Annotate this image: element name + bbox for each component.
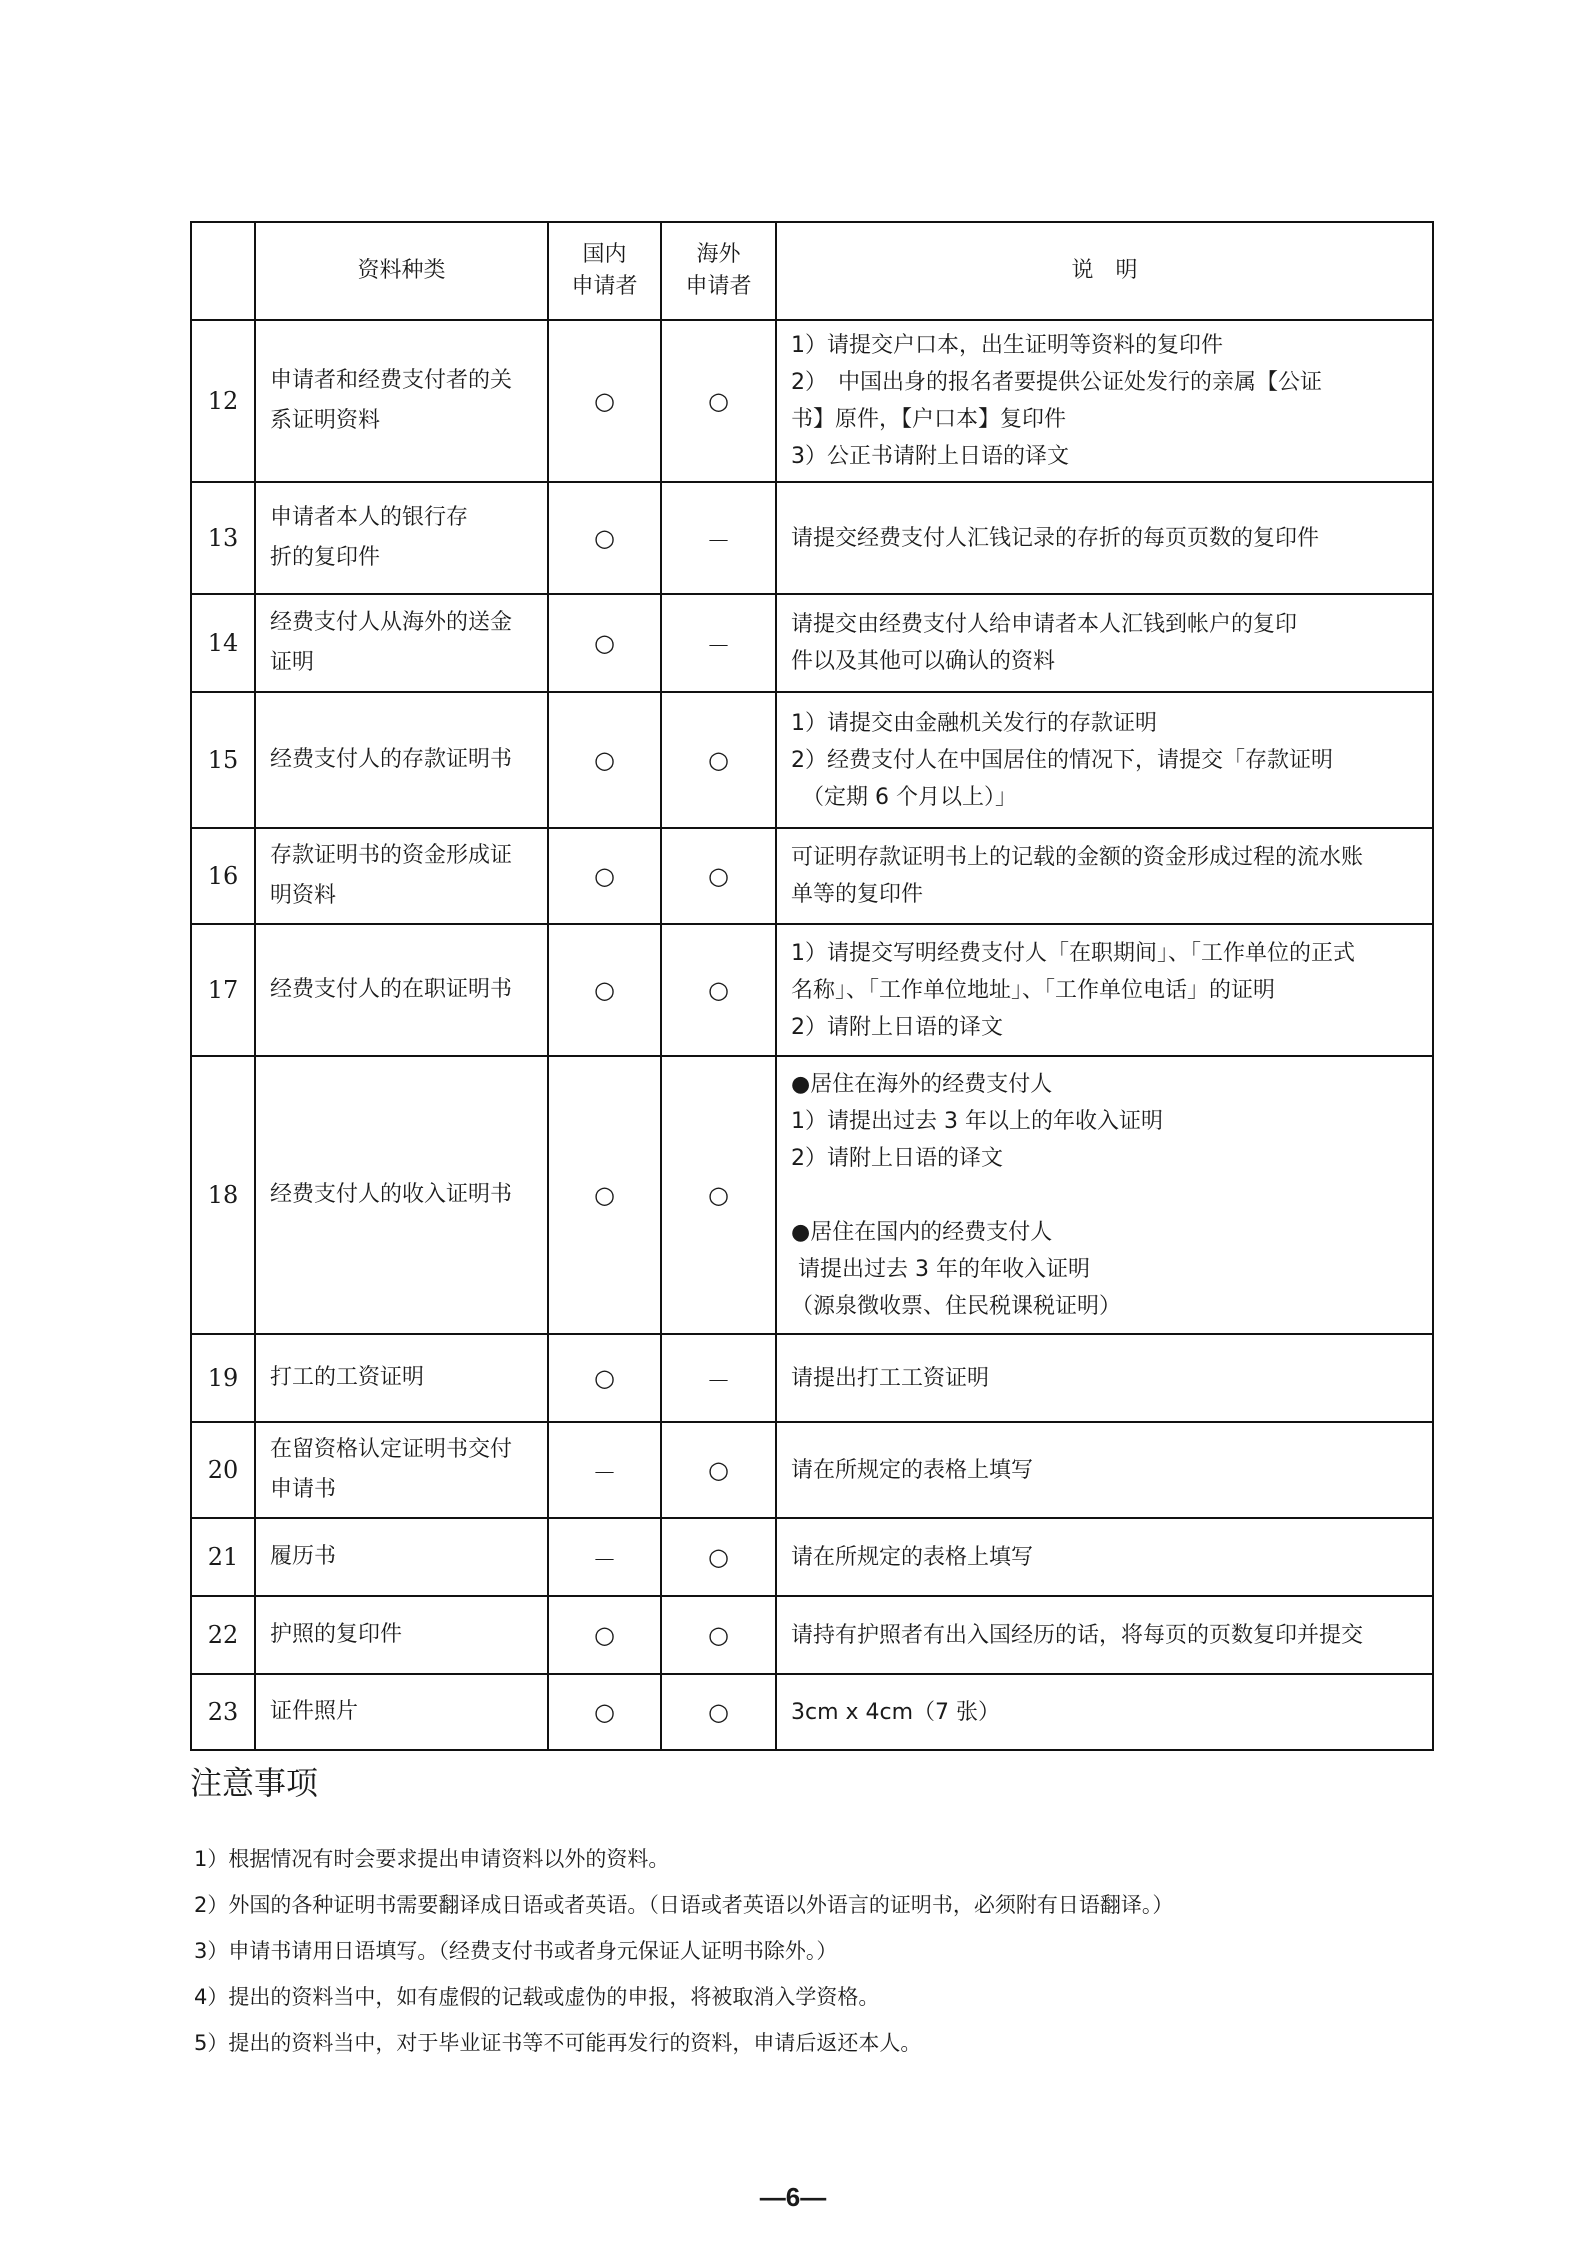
domestic-mark: ○ <box>548 828 661 924</box>
description <box>776 482 1433 594</box>
document-type-line: 经费支付人的收入证明书 <box>270 1182 513 1207</box>
description-line: ●居住在海外的经费支付人 <box>791 1071 1053 1097</box>
description-line: 3cm x 4cm（7 张） <box>791 1699 1001 1725</box>
domestic-mark: － <box>548 1518 661 1596</box>
document-type <box>255 1422 548 1518</box>
document-type-line: 证明 <box>270 650 315 675</box>
table-row <box>191 924 1433 1056</box>
description-line: 件以及其他可以确认的资料 <box>791 649 1056 674</box>
document-type <box>255 692 548 828</box>
domestic-mark: ○ <box>548 320 661 482</box>
domestic-mark: ○ <box>548 692 661 828</box>
description-line: 3）公正书请附上日语的译文 <box>791 444 1069 469</box>
notes-title: 注意事项 <box>190 1764 319 1802</box>
document-type <box>255 1518 548 1596</box>
domestic-mark: ○ <box>548 1674 661 1750</box>
overseas-mark: ○ <box>661 1674 776 1750</box>
document-type <box>255 482 548 594</box>
document-type <box>255 594 548 692</box>
table-row <box>191 1334 1433 1422</box>
row-number: 23 <box>191 1674 255 1750</box>
document-type-line: 折的复印件 <box>270 545 381 570</box>
overseas-mark: ○ <box>661 1518 776 1596</box>
overseas-mark: － <box>661 482 776 594</box>
table-row <box>191 692 1433 828</box>
description-line: 1）请提出过去 3 年以上的年收入证明 <box>791 1108 1163 1134</box>
overseas-mark: ○ <box>661 692 776 828</box>
row-number: 13 <box>191 482 255 594</box>
table-row <box>191 1056 1433 1334</box>
note-item: 1）根据情况有时会要求提出申请资料以外的资料。 <box>194 1847 670 1871</box>
table-row <box>191 1422 1433 1518</box>
description-line: 2）请附上日语的译文 <box>791 1145 1003 1171</box>
description-line: （定期 6 个月以上）」 <box>791 784 1017 810</box>
description <box>776 1596 1433 1674</box>
description-line: （源泉徴收票、住民税课税证明） <box>791 1293 1122 1319</box>
description-line: 1）请提交户口本，出生证明等资料的复印件 <box>791 333 1223 358</box>
document-type-line: 护照的复印件 <box>270 1622 403 1647</box>
overseas-mark: ○ <box>661 828 776 924</box>
documents-table <box>190 221 1434 1751</box>
document-type-line: 证件照片 <box>270 1699 359 1724</box>
description-line: 2） 中国出身的报名者要提供公证处发行的亲属【公证 <box>791 370 1322 395</box>
document-type-line: 经费支付人的存款证明书 <box>270 747 513 772</box>
document-type-line: 存款证明书的资金形成证 <box>270 843 513 868</box>
description-line: 请在所规定的表格上填写 <box>791 1457 1034 1483</box>
description-line: 请持有护照者有出入国经历的话，将每页的页数复印并提交 <box>791 1622 1364 1648</box>
header-domestic: 国内 申请者 <box>548 222 661 320</box>
overseas-mark: ○ <box>661 1056 776 1334</box>
domestic-mark: ○ <box>548 594 661 692</box>
description-line <box>791 1177 1418 1214</box>
domestic-mark: ○ <box>548 1334 661 1422</box>
row-number: 21 <box>191 1518 255 1596</box>
description <box>776 1518 1433 1596</box>
document-type <box>255 320 548 482</box>
description-line: 2）经费支付人在中国居住的情况下，请提交「存款证明 <box>791 747 1333 773</box>
document-type-line: 履历书 <box>270 1544 337 1569</box>
note-item: 5）提出的资料当中，对于毕业证书等不可能再发行的资料，申请后返还本人。 <box>194 2031 922 2055</box>
description <box>776 924 1433 1056</box>
row-number: 19 <box>191 1334 255 1422</box>
description-line: 1）请提交由金融机关发行的存款证明 <box>791 710 1157 736</box>
description-line: 书】原件，【户口本】复印件 <box>791 407 1067 432</box>
document-type-line: 打工的工资证明 <box>270 1365 425 1390</box>
document-type <box>255 1596 548 1674</box>
description-line: ●居住在国内的经费支付人 <box>791 1219 1053 1245</box>
header-overseas: 海外 申请者 <box>661 222 776 320</box>
description <box>776 828 1433 924</box>
table-row <box>191 320 1433 482</box>
overseas-mark: ○ <box>661 924 776 1056</box>
document-type <box>255 1674 548 1750</box>
document-type-line: 申请书 <box>270 1477 337 1502</box>
row-number: 20 <box>191 1422 255 1518</box>
document-type <box>255 828 548 924</box>
row-number: 14 <box>191 594 255 692</box>
description <box>776 594 1433 692</box>
domestic-mark: － <box>548 1422 661 1518</box>
row-number: 22 <box>191 1596 255 1674</box>
document-type-line: 申请者本人的银行存 <box>270 505 469 530</box>
domestic-mark: ○ <box>548 482 661 594</box>
description-line: 单等的复印件 <box>791 882 924 907</box>
row-number: 17 <box>191 924 255 1056</box>
description <box>776 320 1433 482</box>
domestic-mark: ○ <box>548 1056 661 1334</box>
description-line: 请在所规定的表格上填写 <box>791 1544 1034 1570</box>
header-category: 资料种类 <box>255 222 548 320</box>
table-row <box>191 828 1433 924</box>
description-line: 请提出打工工资证明 <box>791 1365 990 1391</box>
row-number: 15 <box>191 692 255 828</box>
page-number: —6— <box>759 2182 827 2212</box>
note-item: 2）外国的各种证明书需要翻译成日语或者英语。（日语或者英语以外语言的证明书，必须附有日语翻译。） <box>194 1893 1174 1917</box>
table-row <box>191 1518 1433 1596</box>
description <box>776 1334 1433 1422</box>
table-row <box>191 1596 1433 1674</box>
document-type-line: 明资料 <box>270 883 337 908</box>
domestic-mark: ○ <box>548 924 661 1056</box>
overseas-mark: － <box>661 1334 776 1422</box>
document-type-line: 系证明资料 <box>270 408 381 433</box>
document-type-line: 申请者和经费支付者的关 <box>270 368 513 393</box>
table-row <box>191 594 1433 692</box>
description-line: 请提交经费支付人汇钱记录的存折的每页页数的复印件 <box>791 525 1320 551</box>
domestic-mark: ○ <box>548 1596 661 1674</box>
description <box>776 1422 1433 1518</box>
table-header-row <box>191 222 1433 320</box>
document-type-line: 经费支付人的在职证明书 <box>270 977 513 1002</box>
description <box>776 1674 1433 1750</box>
table-row <box>191 482 1433 594</box>
overseas-mark: ○ <box>661 320 776 482</box>
description-line: 1）请提交写明经费支付人「在职期间」、「工作单位的正式 <box>791 940 1355 966</box>
description-line: 请提交由经费支付人给申请者本人汇钱到帐户的复印 <box>791 612 1298 637</box>
notes-list <box>194 1836 1173 2066</box>
description-line: 请提出过去 3 年的年收入证明 <box>791 1256 1090 1282</box>
overseas-mark: ○ <box>661 1422 776 1518</box>
table-row <box>191 1674 1433 1750</box>
note-item: 3）申请书请用日语填写。（经费支付书或者身元保证人证明书除外。） <box>194 1939 838 1963</box>
description <box>776 1056 1433 1334</box>
document-type-line: 在留资格认定证明书交付 <box>270 1437 513 1462</box>
overseas-mark: ○ <box>661 1596 776 1674</box>
document-type <box>255 1056 548 1334</box>
row-number: 18 <box>191 1056 255 1334</box>
document-type-line: 经费支付人从海外的送金 <box>270 610 513 635</box>
row-number: 16 <box>191 828 255 924</box>
description-line: 名称」、「工作单位地址」、「工作单位电话」的证明 <box>791 977 1276 1003</box>
description-line: 可证明存款证明书上的记载的金额的资金形成过程的流水账 <box>791 845 1364 870</box>
document-type <box>255 924 548 1056</box>
row-number: 12 <box>191 320 255 482</box>
header-number <box>191 222 255 320</box>
document-type <box>255 1334 548 1422</box>
description <box>776 692 1433 828</box>
header-description: 说 明 <box>776 222 1433 320</box>
overseas-mark: － <box>661 594 776 692</box>
note-item: 4）提出的资料当中，如有虚假的记载或虚伪的申报，将被取消入学资格。 <box>194 1985 880 2009</box>
description-line: 2）请附上日语的译文 <box>791 1014 1003 1040</box>
